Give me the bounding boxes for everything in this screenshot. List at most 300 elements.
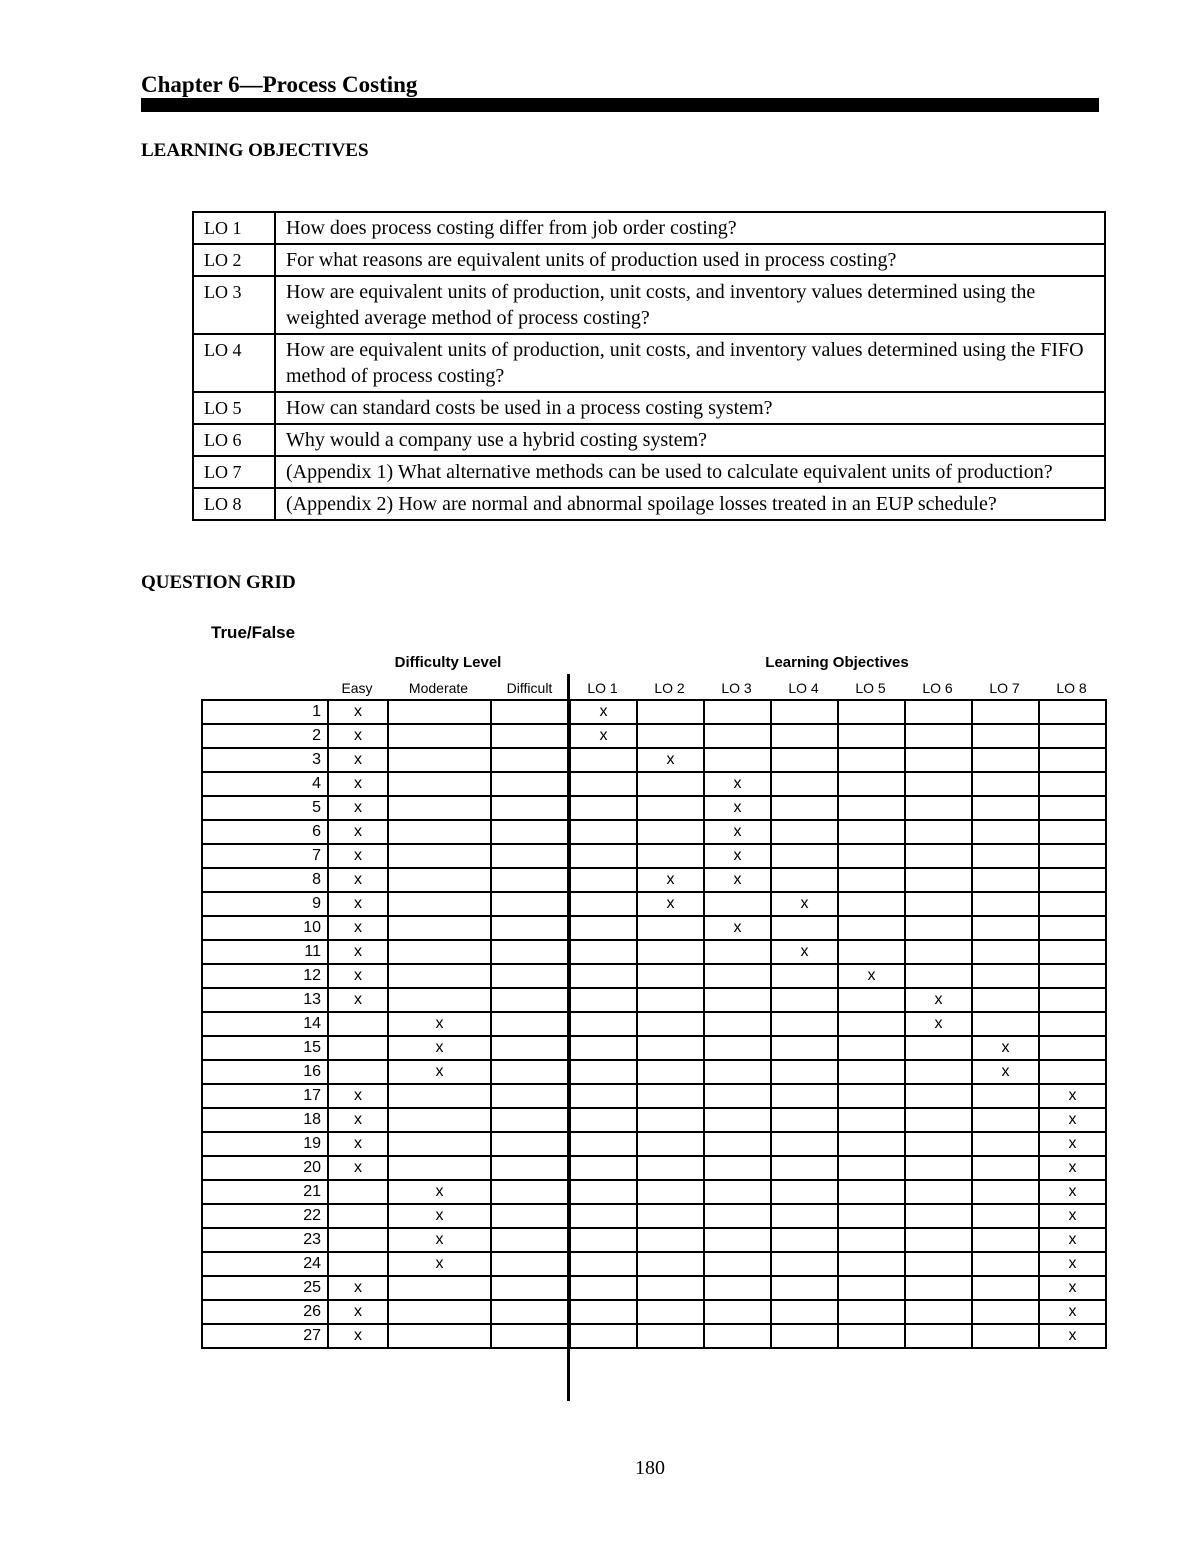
grid-cell [570, 1036, 637, 1060]
true-false-heading: True/False [211, 623, 296, 642]
question-number: 5 [202, 796, 328, 820]
grid-cell [838, 1252, 905, 1276]
grid-cell: x [972, 1060, 1039, 1084]
grid-cell [570, 820, 637, 844]
grid-cell [972, 1180, 1039, 1204]
grid-cell [388, 1156, 491, 1180]
learning-objectives-header: Learning Objectives [765, 654, 909, 671]
grid-cell [838, 1300, 905, 1324]
lo-question: How are equivalent units of production, unit costs, and inventory values determined using the FIFO method of process costing? [275, 334, 1105, 392]
question-grid-heading: QUESTION GRID [141, 572, 296, 593]
grid-cell [637, 1276, 704, 1300]
question-number: 11 [202, 940, 328, 964]
grid-cell [905, 1180, 972, 1204]
grid-cell: x [704, 916, 771, 940]
grid-cell: x [1039, 1108, 1106, 1132]
grid-cell [838, 1108, 905, 1132]
grid-cell [972, 1132, 1039, 1156]
grid-cell [637, 1180, 704, 1204]
grid-cell [771, 724, 838, 748]
grid-cell [704, 1180, 771, 1204]
grid-cell: x [1039, 1084, 1106, 1108]
grid-cell [905, 1036, 972, 1060]
grid-cell [328, 1060, 388, 1084]
grid-cell: x [1039, 1324, 1106, 1348]
chapter-title: Chapter 6—Process Costing [141, 72, 418, 97]
grid-cell [637, 700, 704, 724]
grid-cell [491, 916, 570, 940]
grid-cell [771, 700, 838, 724]
grid-cell [771, 796, 838, 820]
grid-cell [388, 868, 491, 892]
grid-cell [972, 1324, 1039, 1348]
grid-cell: x [1039, 1276, 1106, 1300]
table-row [202, 892, 1106, 916]
grid-cell [704, 1108, 771, 1132]
grid-cell: x [637, 748, 704, 772]
question-number: 19 [202, 1132, 328, 1156]
grid-cell [771, 820, 838, 844]
grid-cell [637, 1060, 704, 1084]
grid-cell [637, 1036, 704, 1060]
question-number: 20 [202, 1156, 328, 1180]
grid-cell [905, 772, 972, 796]
grid-cell [388, 1276, 491, 1300]
grid-cell: x [905, 1012, 972, 1036]
grid-cell [905, 1276, 972, 1300]
grid-cell [637, 1228, 704, 1252]
grid-cell [838, 844, 905, 868]
grid-cell [570, 1108, 637, 1132]
grid-cell: x [328, 1108, 388, 1132]
grid-cell [570, 1204, 637, 1228]
lo-question: Why would a company use a hybrid costing system? [275, 424, 1105, 456]
page-number: 180 [635, 1457, 665, 1479]
lo-question: How can standard costs be used in a process costing system? [275, 392, 1105, 424]
grid-cell: x [972, 1036, 1039, 1060]
grid-cell [1039, 1060, 1106, 1084]
question-number: 4 [202, 772, 328, 796]
grid-cell [570, 1012, 637, 1036]
grid-cell [388, 1108, 491, 1132]
grid-cell [905, 1204, 972, 1228]
grid-cell [972, 988, 1039, 1012]
table-row [202, 700, 1106, 724]
table-row [202, 916, 1106, 940]
grid-cell [838, 1324, 905, 1348]
grid-cell [491, 1036, 570, 1060]
grid-cell [570, 1300, 637, 1324]
grid-cell: x [328, 1324, 388, 1348]
grid-cell [491, 1012, 570, 1036]
table-row [202, 988, 1106, 1012]
grid-cell [388, 844, 491, 868]
grid-cell [388, 940, 491, 964]
grid-cell [388, 796, 491, 820]
lo-row [193, 212, 1105, 244]
grid-cell: x [704, 796, 771, 820]
grid-cell [972, 700, 1039, 724]
grid-cell [972, 1204, 1039, 1228]
column-header: LO 3 [721, 680, 752, 696]
grid-cell: x [328, 796, 388, 820]
grid-cell [704, 988, 771, 1012]
grid-cell [491, 724, 570, 748]
grid-cell [704, 1204, 771, 1228]
lo-id: LO 5 [193, 392, 275, 424]
grid-cell [388, 820, 491, 844]
column-header: LO 8 [1056, 680, 1087, 696]
lo-row [193, 488, 1105, 520]
grid-cell: x [328, 1276, 388, 1300]
grid-cell [570, 964, 637, 988]
grid-cell: x [704, 844, 771, 868]
grid-cell [972, 964, 1039, 988]
column-header: LO 5 [855, 680, 886, 696]
grid-cell [704, 892, 771, 916]
column-header: Difficult [506, 680, 553, 696]
grid-cell [491, 844, 570, 868]
grid-cell: x [704, 868, 771, 892]
grid-cell [704, 1060, 771, 1084]
grid-cell [1039, 1036, 1106, 1060]
column-header: LO 2 [654, 680, 685, 696]
grid-cell [491, 1108, 570, 1132]
grid-cell [771, 1204, 838, 1228]
question-number: 21 [202, 1180, 328, 1204]
grid-cell: x [704, 772, 771, 796]
question-number: 12 [202, 964, 328, 988]
grid-cell [838, 1180, 905, 1204]
grid-cell: x [771, 892, 838, 916]
grid-cell: x [1039, 1300, 1106, 1324]
grid-cell [570, 1180, 637, 1204]
column-header: Moderate [408, 680, 469, 696]
grid-cell [771, 916, 838, 940]
grid-cell [388, 700, 491, 724]
lo-question: (Appendix 1) What alternative methods can be used to calculate equivalent units of production? [275, 456, 1105, 488]
grid-cell [771, 1156, 838, 1180]
grid-cell [388, 1324, 491, 1348]
grid-cell [570, 748, 637, 772]
grid-cell [838, 892, 905, 916]
question-number: 17 [202, 1084, 328, 1108]
column-header: LO 7 [989, 680, 1020, 696]
grid-cell [1039, 844, 1106, 868]
grid-cell [491, 1204, 570, 1228]
grid-cell [704, 1324, 771, 1348]
lo-question: How does process costing differ from job order costing? [275, 212, 1105, 244]
grid-cell [905, 1300, 972, 1324]
grid-cell [491, 868, 570, 892]
grid-cell [838, 724, 905, 748]
grid-cell [570, 892, 637, 916]
grid-cell [1039, 916, 1106, 940]
grid-cell [1039, 748, 1106, 772]
question-number: 23 [202, 1228, 328, 1252]
column-header: LO 4 [788, 680, 819, 696]
grid-cell [771, 868, 838, 892]
grid-cell [771, 772, 838, 796]
table-row [202, 844, 1106, 868]
grid-cell [1039, 940, 1106, 964]
grid-cell: x [1039, 1252, 1106, 1276]
grid-cell [570, 772, 637, 796]
table-row [202, 1084, 1106, 1108]
grid-cell [838, 1156, 905, 1180]
grid-cell [771, 1132, 838, 1156]
grid-cell [570, 1132, 637, 1156]
grid-cell: x [328, 1156, 388, 1180]
grid-cell [771, 1324, 838, 1348]
table-row [202, 1228, 1106, 1252]
grid-cell [905, 1060, 972, 1084]
grid-cell [637, 1252, 704, 1276]
grid-cell: x [1039, 1156, 1106, 1180]
grid-cell [637, 1156, 704, 1180]
grid-cell [771, 748, 838, 772]
grid-cell [1039, 988, 1106, 1012]
grid-cell [491, 700, 570, 724]
grid-cell: x [328, 988, 388, 1012]
grid-cell [905, 748, 972, 772]
question-number: 3 [202, 748, 328, 772]
grid-cell [838, 820, 905, 844]
grid-cell [905, 868, 972, 892]
grid-cell [1039, 820, 1106, 844]
table-row [202, 1252, 1106, 1276]
question-number: 2 [202, 724, 328, 748]
grid-cell [570, 916, 637, 940]
grid-cell [838, 1012, 905, 1036]
grid-cell [570, 1324, 637, 1348]
table-row [202, 868, 1106, 892]
grid-cell [704, 1036, 771, 1060]
grid-cell [704, 1084, 771, 1108]
grid-cell: x [328, 1300, 388, 1324]
grid-cell [905, 1324, 972, 1348]
lo-id: LO 6 [193, 424, 275, 456]
grid-cell: x [704, 820, 771, 844]
grid-cell: x [328, 1084, 388, 1108]
question-number: 18 [202, 1108, 328, 1132]
table-row [202, 796, 1106, 820]
grid-cell [838, 988, 905, 1012]
grid-cell [570, 1084, 637, 1108]
table-row [202, 1132, 1106, 1156]
lo-id: LO 1 [193, 212, 275, 244]
grid-cell [388, 1132, 491, 1156]
grid-cell [972, 868, 1039, 892]
grid-cell [704, 940, 771, 964]
table-row [202, 1156, 1106, 1180]
table-row [202, 964, 1106, 988]
grid-cell [637, 988, 704, 1012]
grid-cell [1039, 868, 1106, 892]
grid-cell [1039, 1012, 1106, 1036]
lo-id: LO 2 [193, 244, 275, 276]
grid-cell [637, 940, 704, 964]
question-number: 22 [202, 1204, 328, 1228]
grid-cell [704, 964, 771, 988]
grid-cell: x [388, 1228, 491, 1252]
table-row [202, 1324, 1106, 1348]
grid-cell [491, 1276, 570, 1300]
grid-cell: x [570, 724, 637, 748]
grid-cell [771, 1108, 838, 1132]
grid-cell [905, 1252, 972, 1276]
grid-cell [328, 1252, 388, 1276]
grid-cell [905, 1108, 972, 1132]
grid-cell [838, 940, 905, 964]
grid-cell [388, 916, 491, 940]
grid-cell [704, 1228, 771, 1252]
grid-cell [491, 940, 570, 964]
grid-cell [771, 844, 838, 868]
table-row [202, 724, 1106, 748]
grid-cell: x [328, 724, 388, 748]
grid-cell: x [388, 1060, 491, 1084]
question-number: 24 [202, 1252, 328, 1276]
grid-cell [838, 772, 905, 796]
grid-cell [838, 1228, 905, 1252]
lo-question: (Appendix 2) How are normal and abnormal spoilage losses treated in an EUP schedule? [275, 488, 1105, 520]
grid-cell [570, 1276, 637, 1300]
question-number: 7 [202, 844, 328, 868]
table-row [202, 1012, 1106, 1036]
grid-cell [491, 796, 570, 820]
grid-cell [637, 1108, 704, 1132]
grid-cell [972, 748, 1039, 772]
grid-cell [388, 892, 491, 916]
grid-cell [972, 1108, 1039, 1132]
grid-cell [771, 1252, 838, 1276]
grid-cell [838, 916, 905, 940]
grid-cell [637, 1012, 704, 1036]
difficulty-level-header: Difficulty Level [394, 654, 502, 671]
grid-cell: x [1039, 1180, 1106, 1204]
grid-cell [637, 964, 704, 988]
grid-cell [570, 844, 637, 868]
grid-cell [905, 1084, 972, 1108]
grid-cell [491, 892, 570, 916]
grid-cell [570, 1228, 637, 1252]
grid-cell [491, 1180, 570, 1204]
grid-cell [704, 1300, 771, 1324]
grid-cell [637, 1084, 704, 1108]
grid-cell [570, 868, 637, 892]
grid-cell [328, 1180, 388, 1204]
grid-cell [771, 1084, 838, 1108]
grid-cell: x [328, 820, 388, 844]
grid-cell [328, 1036, 388, 1060]
grid-cell: x [771, 940, 838, 964]
grid-cell [838, 1276, 905, 1300]
question-number: 27 [202, 1324, 328, 1348]
grid-cell [491, 964, 570, 988]
grid-cell [704, 700, 771, 724]
grid-cell [637, 844, 704, 868]
question-number: 25 [202, 1276, 328, 1300]
grid-cell [491, 1228, 570, 1252]
grid-cell [637, 1324, 704, 1348]
lo-row [193, 334, 1105, 392]
grid-cell [905, 844, 972, 868]
grid-cell [905, 916, 972, 940]
grid-cell [1039, 796, 1106, 820]
grid-cell [704, 724, 771, 748]
grid-cell [637, 772, 704, 796]
grid-cell [905, 700, 972, 724]
learning-objectives-table [192, 211, 1106, 521]
column-header: LO 1 [587, 680, 618, 696]
grid-cell [388, 772, 491, 796]
grid-cell [704, 1156, 771, 1180]
table-row [202, 1300, 1106, 1324]
grid-cell [1039, 964, 1106, 988]
grid-cell [972, 1156, 1039, 1180]
grid-cell [491, 772, 570, 796]
grid-cell [771, 1060, 838, 1084]
grid-cell [637, 796, 704, 820]
grid-cell [328, 1012, 388, 1036]
grid-cell [905, 1132, 972, 1156]
grid-cell: x [328, 772, 388, 796]
grid-cell [1039, 724, 1106, 748]
grid-cell [972, 724, 1039, 748]
grid-cell [972, 1084, 1039, 1108]
grid-cell [491, 820, 570, 844]
question-number: 1 [202, 700, 328, 724]
grid-cell [838, 1036, 905, 1060]
grid-cell: x [328, 1132, 388, 1156]
lo-row [193, 456, 1105, 488]
question-number: 15 [202, 1036, 328, 1060]
grid-cell: x [637, 892, 704, 916]
question-number: 6 [202, 820, 328, 844]
grid-cell [838, 1084, 905, 1108]
grid-cell [570, 940, 637, 964]
grid-cell [838, 796, 905, 820]
column-header: Easy [341, 680, 373, 696]
grid-cell [905, 940, 972, 964]
grid-cell [1039, 772, 1106, 796]
table-row [202, 940, 1106, 964]
table-row [202, 1036, 1106, 1060]
grid-cell: x [570, 700, 637, 724]
grid-cell [905, 820, 972, 844]
grid-cell [491, 1132, 570, 1156]
grid-cell [838, 1132, 905, 1156]
grid-cell [771, 964, 838, 988]
grid-cell [637, 1132, 704, 1156]
grid-cell: x [637, 868, 704, 892]
grid-cell: x [838, 964, 905, 988]
grid-cell: x [388, 1012, 491, 1036]
grid-cell [570, 1156, 637, 1180]
question-grid-table [201, 699, 1107, 1349]
grid-cell [637, 724, 704, 748]
lo-question: How are equivalent units of production, unit costs, and inventory values determined using the weighted average method of process costing? [275, 276, 1105, 334]
table-row [202, 820, 1106, 844]
grid-cell [704, 748, 771, 772]
grid-cell [905, 1156, 972, 1180]
grid-cell [388, 748, 491, 772]
title-rule [141, 98, 1099, 112]
grid-cell: x [328, 892, 388, 916]
grid-cell [972, 940, 1039, 964]
grid-cell [491, 1156, 570, 1180]
